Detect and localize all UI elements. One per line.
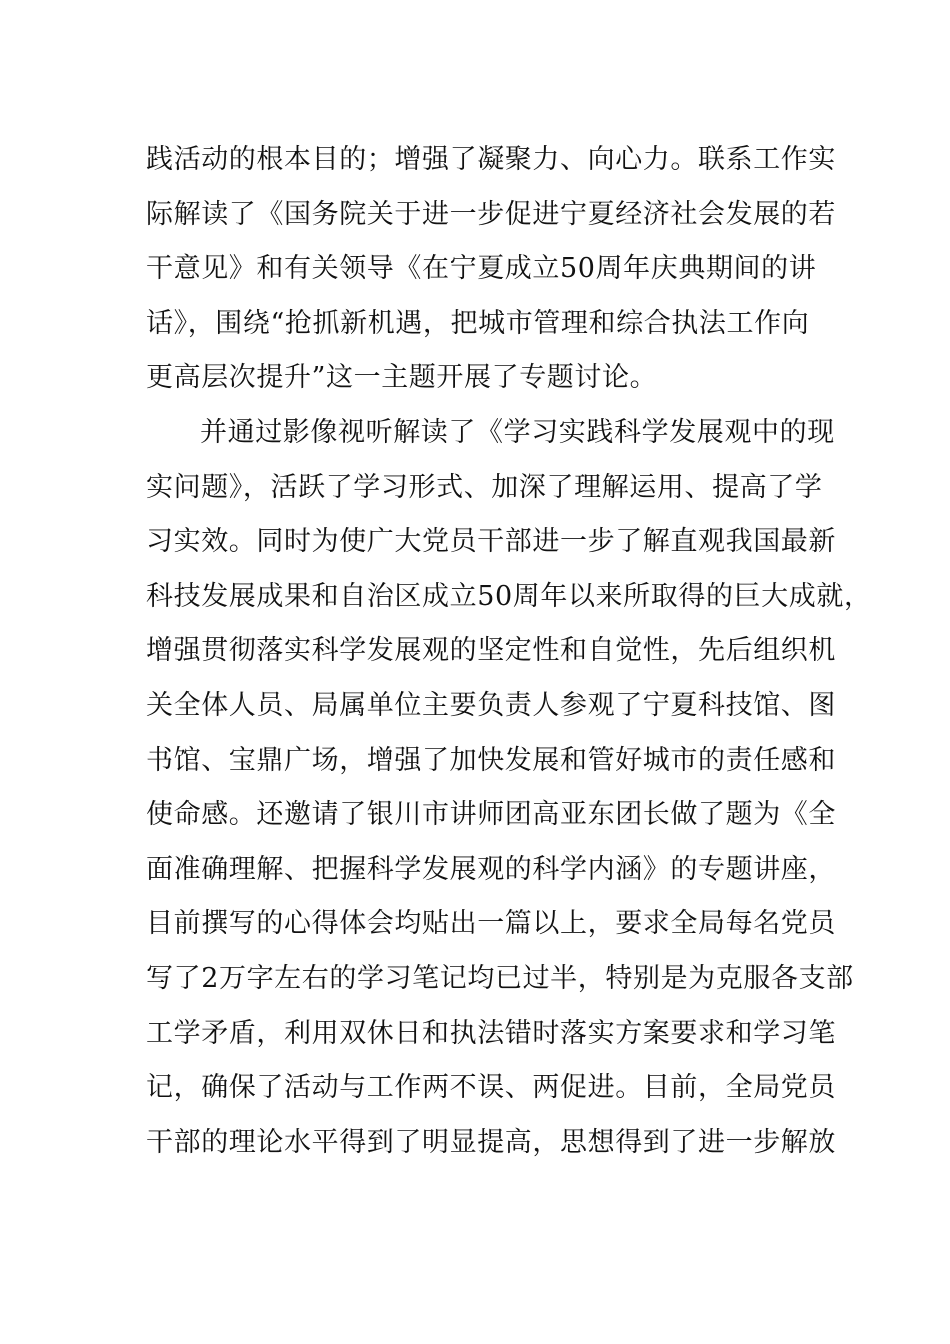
- text-line: 际解读了《国务院关于进一步促进宁夏经济社会发展的若: [146, 198, 836, 230]
- text-line: 科技发展成果和自治区成立50周年以来所取得的巨大成就，: [146, 580, 872, 612]
- text-line: 话》，围绕“抢抓新机遇，把城市管理和综合执法工作向: [146, 307, 810, 339]
- text-line: 增强贯彻落实科学发展观的坚定性和自觉性，先后组织机: [146, 635, 836, 667]
- text-line: 面准确理解、把握科学发展观的科学内涵》的专题讲座，: [146, 853, 836, 885]
- text-line: 记，确保了活动与工作两不误、两促进。目前，全局党员: [146, 1072, 836, 1104]
- text-line: 习实效。同时为使广大党员干部进一步了解直观我国最新: [146, 526, 836, 558]
- text-line: 书馆、宝鼎广场，增强了加快发展和管好城市的责任感和: [146, 744, 836, 776]
- text-line: 使命感。还邀请了银川市讲师团高亚东团长做了题为《全: [146, 799, 836, 831]
- text-line: 目前撰写的心得体会均贴出一篇以上，要求全局每名党员: [146, 908, 836, 940]
- text-line: 实问题》，活跃了学习形式、加深了理解运用、提高了学: [146, 471, 823, 503]
- document-body: [146, 133, 872, 1170]
- text-line: 干意见》和有关领导《在宁夏成立50周年庆典期间的讲: [146, 253, 817, 285]
- text-line: 写了2万字左右的学习笔记均已过半，特别是为克服各支部: [146, 962, 854, 994]
- text-line: 更高层次提升”这一主题开展了专题讨论。: [146, 362, 658, 394]
- text-line: 关全体人员、局属单位主要负责人参观了宁夏科技馆、图: [146, 689, 836, 721]
- paragraph-first-line: 并通过影像视听解读了《学习实践科学发展观中的现: [200, 416, 835, 448]
- text-line: 践活动的根本目的；增强了凝聚力、向心力。联系工作实: [146, 144, 836, 175]
- text-line: 工学矛盾，利用双休日和执法错时落实方案要求和学习笔: [146, 1017, 836, 1049]
- text-line: 干部的理论水平得到了明显提高，思想得到了进一步解放: [146, 1126, 836, 1158]
